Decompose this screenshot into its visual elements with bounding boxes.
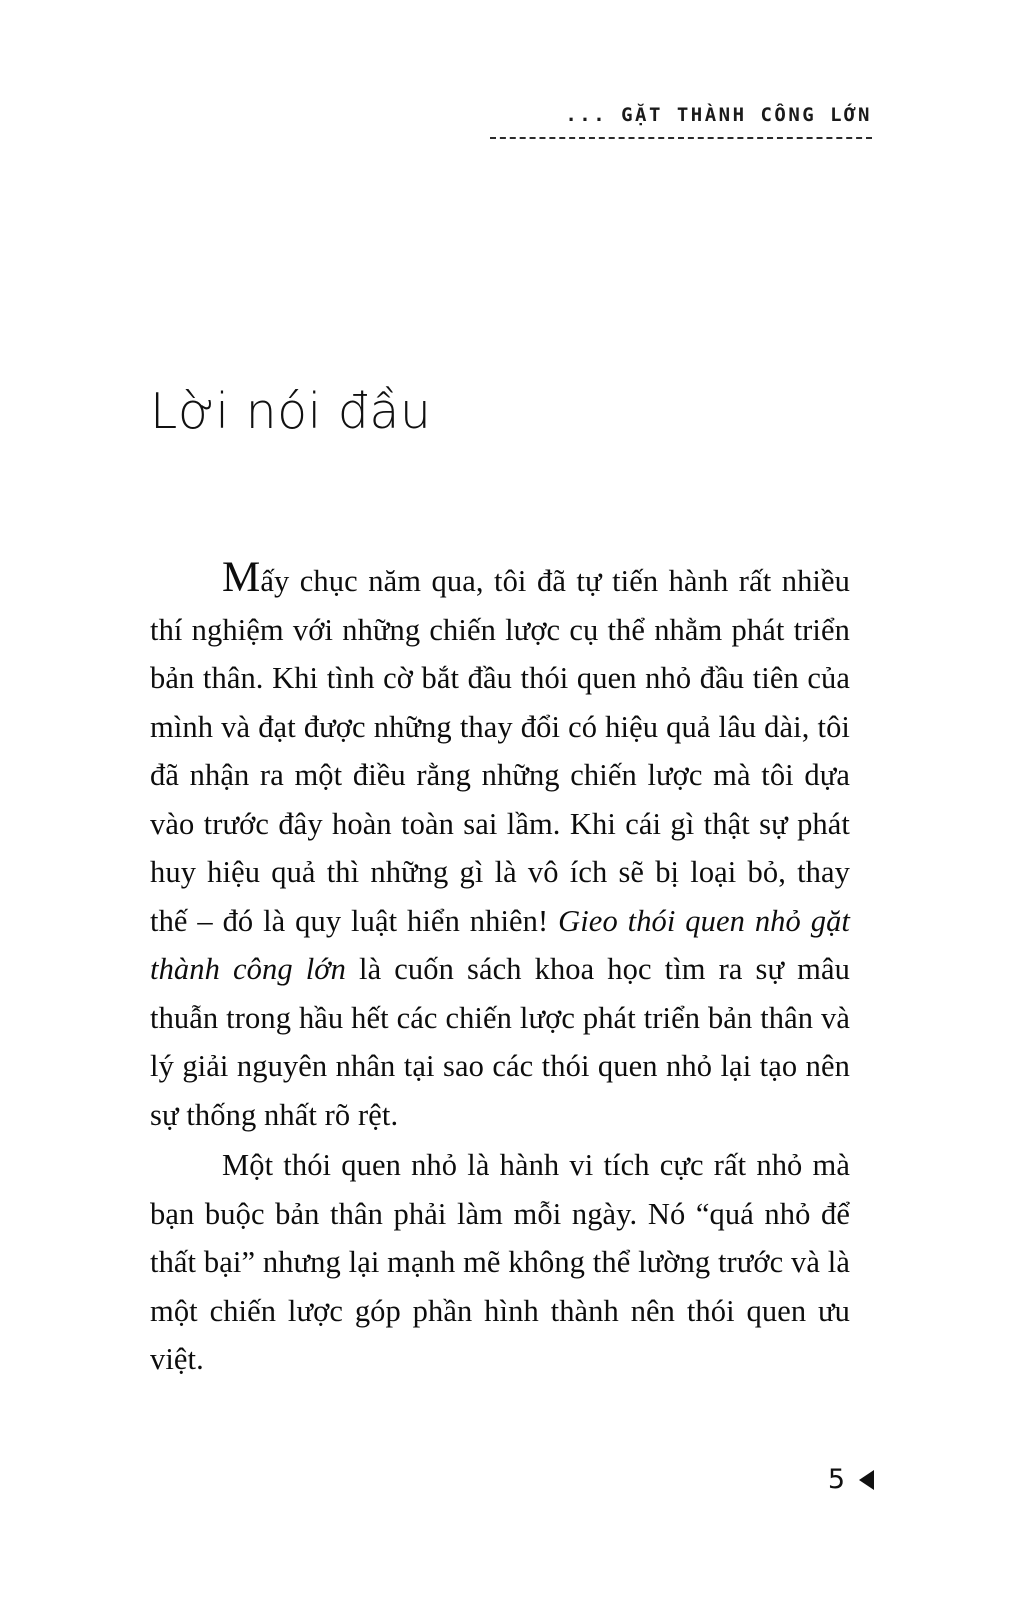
running-head-text: ... GẶT THÀNH CÔNG LỚN: [565, 104, 872, 126]
body-text: [150, 556, 850, 1384]
page-number: 5: [827, 1464, 845, 1495]
book-title-italic: Gieo thói quen nhỏ gặt thành công lớn: [150, 903, 850, 986]
running-head-rule: [490, 137, 872, 139]
paragraph-1-tail: là cuốn sách khoa học tìm ra sự mâu thuẫn trong hầu hết các chiến lược phát triển bản thân và lý giải nguyên nhân tại sao các thói quen nhỏ lại tạo nên sự thống nhất rõ rệt.: [150, 952, 850, 1132]
paragraph-1: [150, 556, 850, 1139]
running-head: [490, 104, 872, 139]
paragraph-1-text: ấy chục năm qua, tôi đã tự tiến hành rất nhiều thí nghiệm với những chiến lược cụ thể nhằm phát triển bản thân. Khi tình cờ bắt đầu thói quen nhỏ đầu tiên của mình và đạt được những thay đổi có hiệu quả lâu dài, tôi đã nhận ra một điều rằng những chiến lược mà tôi dựa vào trước đây hoàn toàn sai lầm. Khi cái gì thật sự phát huy hiệu quả thì những gì là vô ích sẽ bị loại bỏ, thay thế – đó là quy luật hiển nhiên!: [150, 564, 850, 938]
triangle-marker-icon: [859, 1470, 874, 1490]
paragraph-2: Một thói quen nhỏ là hành vi tích cực rất nhỏ mà bạn buộc bản thân phải làm mỗi ngày. Nó “quá nhỏ để thất bại” nhưng lại mạnh mẽ không thể lường trước và là một chiến lược góp phần hình thành nên thói quen ưu việt.: [150, 1148, 850, 1376]
drop-cap: M: [222, 554, 261, 601]
page-title: Lời nói đầu: [150, 382, 432, 440]
page-folio: [828, 1464, 874, 1495]
